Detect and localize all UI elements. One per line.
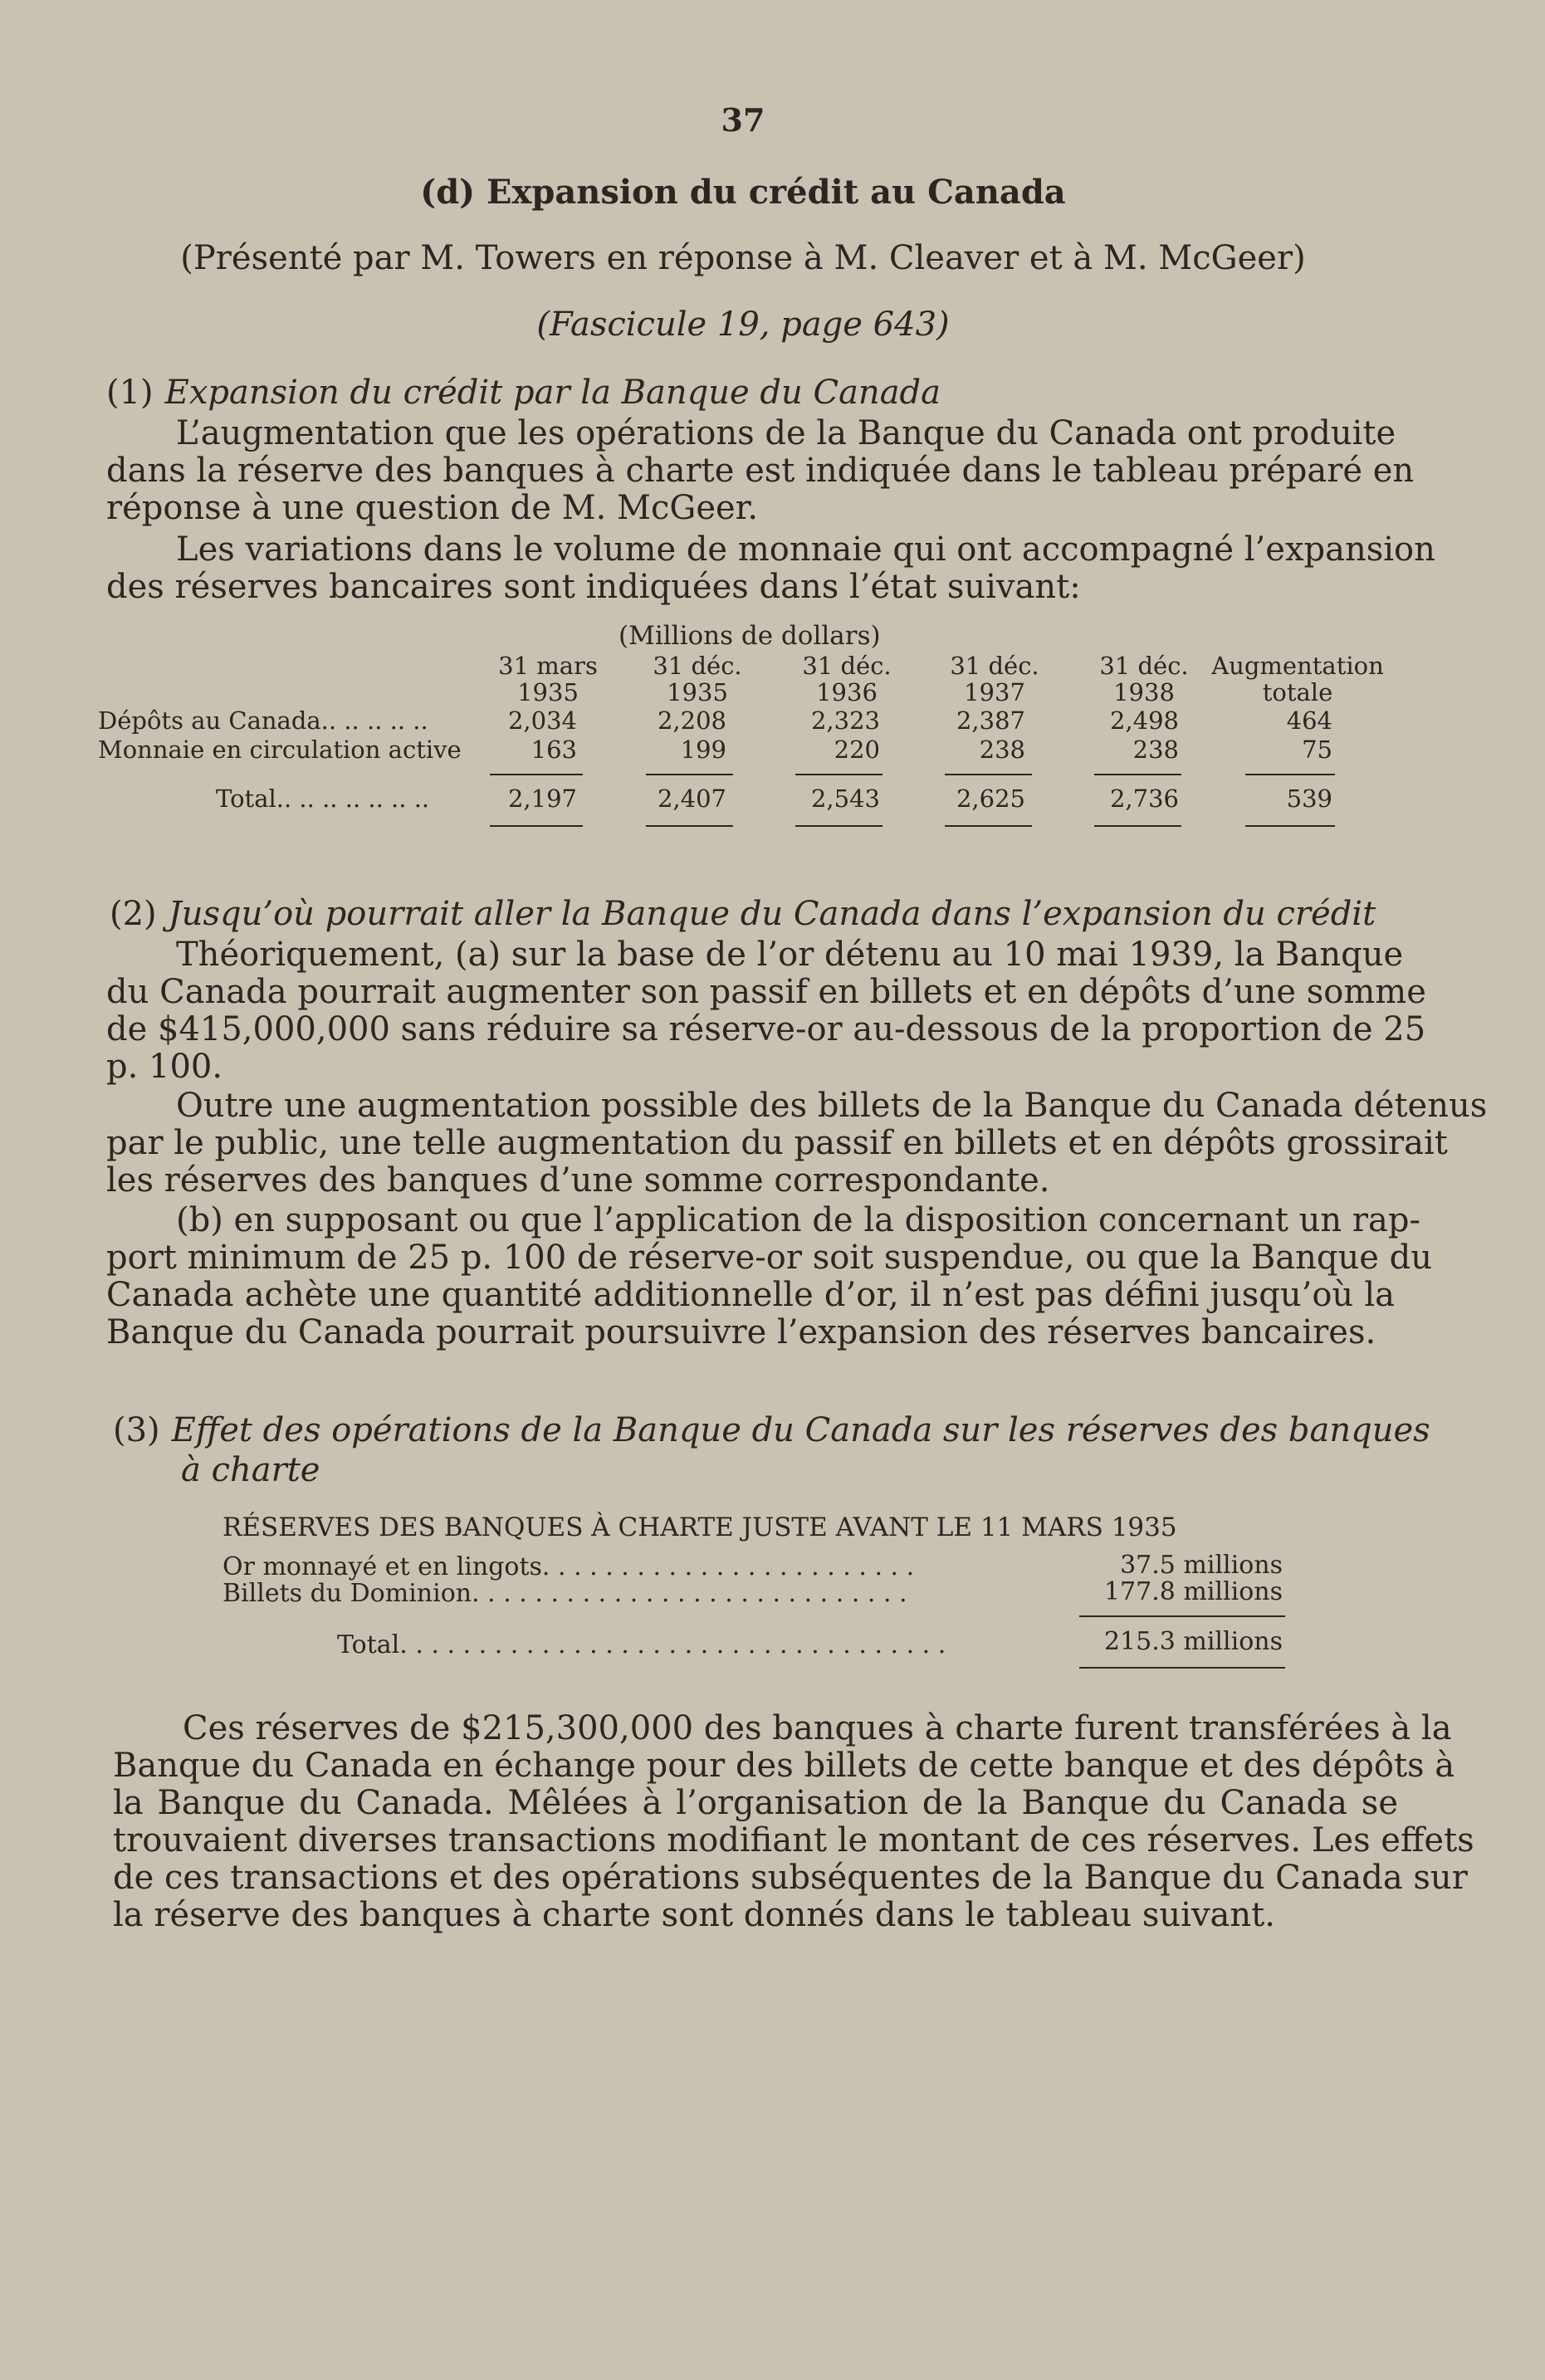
section-3-number: (3) xyxy=(113,1411,160,1449)
total-cell: 2,736 xyxy=(1109,784,1179,813)
total-row-label: Total.. .. .. .. .. .. .. xyxy=(216,784,430,813)
sum-rule xyxy=(1094,774,1181,775)
table-cell: 2,498 xyxy=(1109,706,1179,735)
table-unit-caption: (Millions de dollars) xyxy=(618,621,881,651)
section-2-paragraph-2 xyxy=(106,1087,1488,1200)
table-cell: 199 xyxy=(680,736,726,764)
column-header-year: 1935 xyxy=(517,678,579,706)
total-rule xyxy=(1245,825,1335,827)
table-cell: 220 xyxy=(834,736,880,764)
total-rule xyxy=(945,825,1032,827)
section-3-paragraph-1 xyxy=(113,1709,1474,1934)
table-cell: 75 xyxy=(1302,736,1332,764)
text-line: Ces réserves de $215,300,000 des banques à charte furent transférées à la xyxy=(183,1709,1452,1747)
text-line: du Canada pourrait augmenter son passif en billets et en dépôts d’une somme xyxy=(106,973,1426,1011)
text-line: p. 100. xyxy=(106,1048,223,1086)
total-cell: 2,197 xyxy=(507,784,577,813)
sum-rule xyxy=(646,774,733,775)
total-rule xyxy=(490,825,583,827)
reserves-row-label: Or monnayé et en lingots. . . . . . . . . . . . . . . . . . . . . . . . xyxy=(222,1552,915,1581)
table-cell: 163 xyxy=(530,736,577,764)
column-header-year: 1938 xyxy=(1113,678,1175,706)
text-line: la réserve des banques à charte sont donnés dans le tableau suivant. xyxy=(113,1896,1275,1934)
text-line: Banque du Canada pourrait poursuivre l’expansion des réserves bancaires. xyxy=(106,1313,1376,1351)
table-cell: 2,323 xyxy=(810,706,880,735)
table-cell: 238 xyxy=(1132,736,1179,764)
table-cell: 238 xyxy=(979,736,1025,764)
text-line: des réserves bancaires sont indiquées dans l’état suivant: xyxy=(106,568,1081,606)
text-line: les réserves des banques d’une somme correspondante. xyxy=(106,1161,1050,1200)
page-number: 37 xyxy=(721,101,765,139)
document-subtitle: (Présenté par M. Towers en réponse à M. Cleaver et à M. McGeer) xyxy=(180,239,1306,277)
reserves-row-value: 177.8 millions xyxy=(1103,1577,1283,1606)
total-cell: 2,407 xyxy=(657,784,726,813)
document-title: (d) Expansion du crédit au Canada xyxy=(420,173,1066,212)
table-cell: 464 xyxy=(1286,706,1332,735)
reserves-row-label: Billets du Dominion. . . . . . . . . . . . . . . . . . . . . . . . . . . . xyxy=(222,1579,907,1608)
column-header: 31 déc. xyxy=(653,652,742,680)
section-3-heading-continued xyxy=(181,1451,320,1489)
text-line: la Banque du Canada. Mêlées à l’organisation de la Banque du Canada se xyxy=(113,1784,1398,1822)
text-line: Outre une augmentation possible des billets de la Banque du Canada détenus xyxy=(176,1087,1488,1125)
text-line: port minimum de 25 p. 100 de réserve-or soit suspendue, ou que la Banque du xyxy=(106,1239,1433,1277)
document-reference: (Fascicule 19, page 643) xyxy=(536,305,950,344)
section-1-heading xyxy=(106,374,941,412)
column-header: 31 déc. xyxy=(802,652,892,680)
column-header-year: totale xyxy=(1262,678,1333,706)
section-2-heading xyxy=(110,895,1376,933)
reserves-total-label: Total. . . . . . . . . . . . . . . . . . . . . . . . . . . . . . . . . . . xyxy=(337,1630,946,1659)
sum-rule xyxy=(795,774,883,775)
section-2-title: Jusqu’où pourrait aller la Banque du Canada dans l’expansion du crédit xyxy=(168,895,1376,933)
text-line: L’augmentation que les opérations de la Banque du Canada ont produite xyxy=(176,414,1396,452)
row-label: Monnaie en circulation active xyxy=(98,736,462,764)
total-rule xyxy=(646,825,733,827)
section-1-paragraph-2 xyxy=(106,530,1435,606)
text-line: dans la réserve des banques à charte est indiquée dans le tableau préparé en xyxy=(106,452,1415,490)
section-2-paragraph-3 xyxy=(106,1201,1433,1351)
table-cell: 2,387 xyxy=(956,706,1025,735)
total-rule xyxy=(1094,825,1181,827)
text-line: (b) en supposant ou que l’application de la disposition concernant un rap- xyxy=(176,1201,1420,1239)
row-label: Dépôts au Canada.. .. .. .. .. xyxy=(98,706,428,735)
sum-rule xyxy=(1245,774,1335,775)
reserves-total-value: 215.3 millions xyxy=(1103,1627,1283,1656)
text-line: Les variations dans le volume de monnaie qui ont accompagné l’expansion xyxy=(176,530,1435,569)
table-cell: 2,034 xyxy=(507,706,577,735)
text-line: Canada achète une quantité additionnelle d’or, il n’est pas défini jusqu’où la xyxy=(106,1276,1395,1314)
column-header-year: 1935 xyxy=(667,678,728,706)
text-line: Banque du Canada en échange pour des billets de cette banque et des dépôts à xyxy=(113,1747,1455,1785)
text-line: de ces transactions et des opérations subséquentes de la Banque du Canada sur xyxy=(113,1859,1468,1897)
sum-rule xyxy=(945,774,1032,775)
column-header: 31 mars xyxy=(498,652,598,680)
section-1-number: (1) xyxy=(106,374,154,412)
text-line: trouvaient diverses transactions modifiant le montant de ces réserves. Les effets xyxy=(113,1821,1474,1860)
reserves-row-value: 37.5 millions xyxy=(1120,1551,1283,1580)
table-cell: 2,208 xyxy=(657,706,726,735)
reserves-sum-rule xyxy=(1079,1615,1285,1617)
total-cell: 539 xyxy=(1286,784,1332,813)
column-header-year: 1936 xyxy=(816,678,878,706)
column-header: 31 déc. xyxy=(1099,652,1189,680)
column-header-year: 1937 xyxy=(964,678,1025,706)
section-1-paragraph-1 xyxy=(106,414,1415,527)
reserves-total-rule xyxy=(1079,1667,1285,1669)
section-2-number: (2) xyxy=(110,895,157,933)
text-line: Théoriquement, (a) sur la base de l’or détenu au 10 mai 1939, la Banque xyxy=(176,936,1404,974)
total-cell: 2,543 xyxy=(810,784,880,813)
section-3-title-continued: à charte xyxy=(181,1451,320,1489)
section-3-title: Effet des opérations de la Banque du Canada sur les réserves des banques xyxy=(171,1411,1430,1449)
column-header: Augmentation xyxy=(1211,652,1384,680)
section-3-heading xyxy=(113,1411,1430,1449)
sum-rule xyxy=(490,774,583,775)
total-cell: 2,625 xyxy=(956,784,1025,813)
section-1-title: Expansion du crédit par la Banque du Canada xyxy=(164,374,941,412)
text-line: par le public, une telle augmentation du passif en billets et en dépôts grossirait xyxy=(106,1124,1448,1162)
column-header: 31 déc. xyxy=(950,652,1039,680)
text-line: réponse à une question de M. McGeer. xyxy=(106,489,759,527)
section-2-paragraph-1 xyxy=(106,936,1426,1086)
total-rule xyxy=(795,825,883,827)
reserves-title: RÉSERVES DES BANQUES À CHARTE JUSTE AVANT LE 11 MARS 1935 xyxy=(222,1513,1177,1542)
text-line: de $415,000,000 sans réduire sa réserve-or au-dessous de la proportion de 25 xyxy=(106,1010,1426,1048)
